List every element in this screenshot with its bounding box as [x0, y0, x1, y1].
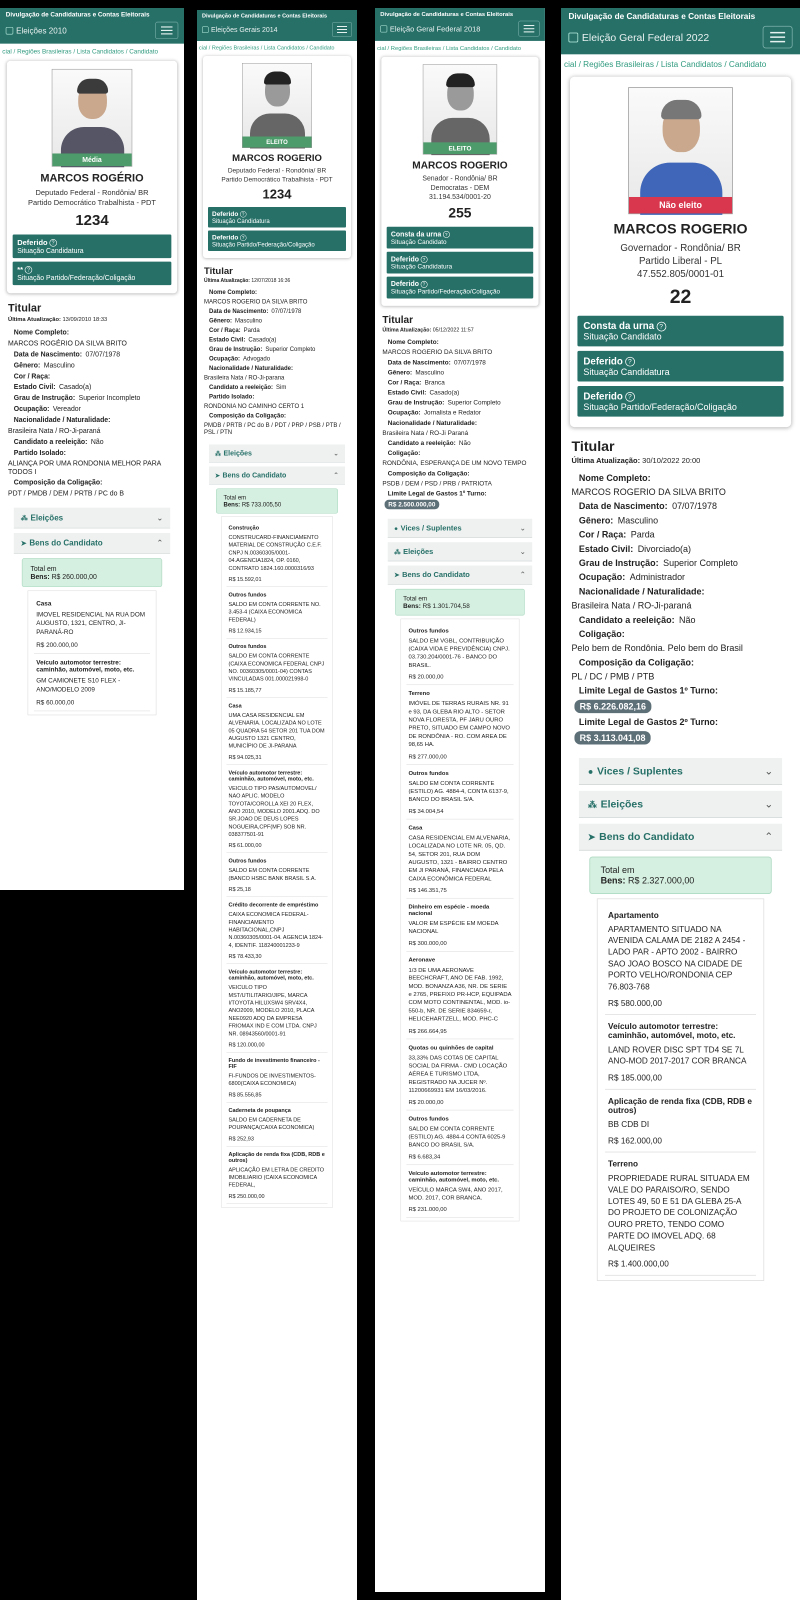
asset-description: BB CDB DI	[608, 1120, 650, 1130]
asset-value: R$ 266.664,95	[408, 1027, 447, 1035]
help-icon[interactable]: ?	[656, 321, 666, 331]
asset-value: R$ 94.025,31	[228, 754, 262, 761]
asset-item	[406, 1110, 513, 1165]
asset-item	[406, 952, 513, 1039]
result-ribbon: Não eleito	[629, 197, 732, 213]
help-icon[interactable]: ?	[241, 235, 245, 241]
bens-accordion[interactable]: ➤ Bens do Candidato ⌃	[14, 533, 170, 554]
candidate-photo	[52, 69, 133, 167]
candidate-card	[570, 77, 791, 427]
menu-button[interactable]	[155, 22, 178, 39]
status-box: Deferido ? Situação Partido/Federação/Coligação	[208, 231, 346, 252]
result-ribbon: ELEITO	[423, 142, 496, 154]
header	[375, 8, 545, 41]
titular-section: Titular Última Atualização: 13/09/2010 18:33 Nome Completo: MARCOS ROGÉRIO DA SILVA BRITO Data de Nascimento: 07/07/1978 Gênero: Masculino Cor / Raça: Estado Civil: Casado(a) Grau de Instrução: Superior Incompleto Ocupação: Vereador Nacionalidade / Naturalidade: Brasileira Nata / RO-Ji-paraná Candidato a reeleição: Não Partido Isolado: ALIANÇA POR UMA RONDONIA MELHOR PARA TODOS I Composição da Coligação: PDT / PMDB / DEM / PRTB / PC do B	[0, 299, 184, 503]
election-selector[interactable]: Eleições Gerais 2014	[202, 26, 278, 34]
sitemap-icon: ⁂	[215, 450, 221, 458]
asset-description: SALDO EM CONTA CORRENTE (BANCO HSBC BANK BRASIL S.A.	[228, 867, 317, 882]
vices-accordion[interactable]: ● Vices / Suplentes ⌄	[388, 519, 532, 538]
election-selector[interactable]: Eleição Geral Federal 2018	[380, 24, 480, 32]
asset-value: R$ 146.351,75	[408, 887, 447, 894]
asset-description: SALDO EM CONTA CORRENTE (CAIXA ECONOMICA FEDERAL CNPJ NO. 00360305/0001-04) CONTAS VINCULADAS 001.000021998-0	[228, 653, 325, 683]
asset-value: R$ 6.683,34	[408, 1153, 441, 1161]
chevron-down-icon: ⌄	[764, 764, 774, 777]
candidate-card	[381, 57, 538, 306]
asset-list	[28, 591, 157, 716]
status-box: Deferido ? Situação Candidatura	[13, 235, 172, 259]
asset-type: Apartamento	[608, 910, 659, 920]
asset-item	[227, 698, 328, 765]
asset-value: R$ 185.000,00	[608, 1073, 662, 1083]
sitemap-icon: ⁂	[20, 514, 28, 523]
send-icon: ➤	[20, 539, 27, 548]
status-box: Deferido ? Situação Candidatura	[387, 252, 534, 274]
bens-accordion[interactable]: ➤ Bens do Candidato ⌃	[388, 565, 532, 584]
asset-value: R$ 61.000,00	[228, 842, 262, 849]
asset-item	[227, 853, 328, 897]
send-icon: ➤	[587, 831, 596, 843]
asset-description: VEICULO TIPO PAS/AUTOMOVEL/ NAO APLIC. MODELO TOYOTA/COROLLA XEI 20 FLEX, ANO 2010, MODELO 2001.ADQ. DO SR.JOAO DE DEUS LOPES NOGUEIRA,CPF(MF) SOB NR. 038377501-91	[228, 785, 320, 838]
asset-type: Aplicação de renda fixa (CDB, RDB e outros)	[608, 1096, 752, 1115]
asset-item	[406, 819, 513, 898]
eleicoes-accordion[interactable]: ⁂ Eleições ⌄	[14, 508, 170, 529]
asset-description: CAIXA ECONOMICA FEDERAL-FINANCIAMENTO HABITACIONAL,CNPJ N.00360305/0001-04. AGENCIA 1824-4, IDENTIF. 118240001233-9	[228, 911, 323, 949]
asset-type: Terreno	[408, 690, 430, 697]
asset-item	[406, 685, 513, 764]
status-box: Deferido ? Situação Candidatura	[577, 351, 783, 382]
asset-description: SALDO EM CONTA CORRENTE (ESTILO) AG. 4884-4, CONTA 6137-9, BANCO DO BRASIL S/A.	[408, 779, 509, 803]
status-box: ** ? Situação Partido/Federação/Coligação	[13, 262, 172, 286]
candidate-card	[7, 61, 177, 293]
candidate-number: 1234	[262, 186, 292, 202]
candidate-party: Partido Democrático Trabalhista - PDT	[28, 198, 156, 207]
asset-value: R$ 20.000,00	[408, 1098, 444, 1106]
sitemap-icon: ⁂	[587, 798, 597, 810]
asset-type: Outros fundos	[228, 643, 267, 650]
bens-accordion[interactable]: ➤ Bens do Candidato ⌃	[209, 467, 345, 485]
asset-item	[406, 1039, 513, 1110]
asset-type: Caderneta de poupança	[228, 1107, 291, 1114]
eleicoes-accordion[interactable]: ⁂ Eleições ⌄	[209, 445, 345, 463]
asset-description: FI-FUNDOS DE INVESTIMENTOS-6800(CAIXA ECONOMICA)	[228, 1072, 316, 1087]
asset-value: R$ 15.185,77	[228, 687, 262, 694]
asset-description: UMA CASA RESIDENCIAL EM ALVENARIA. LOCALIZADA NO LOTE 05 QUADRA 54 SETOR 201 TUA DOM AUGUSTO 1321 CENTRO, MUNICÍPIO DE JI-PARANA	[228, 712, 325, 750]
candidate-number: 255	[448, 204, 472, 221]
candidate-office: Governador - Rondônia/ BR	[620, 241, 741, 254]
site-title: Divulgação de Candidaturas e Contas Eleitorais	[5, 11, 150, 19]
asset-description: VEÍCULO MARCA SW4, ANO 2017, MOD. 2017, COR BRANCA.	[408, 1186, 503, 1202]
asset-type: Aeronave	[408, 956, 436, 964]
asset-value: R$ 120.000,00	[228, 1041, 265, 1048]
breadcrumb: cial / Regiões Brasileiras / Lista Candidatos / Candidato	[377, 45, 521, 52]
asset-type: Casa	[228, 702, 242, 709]
panel-2010	[0, 8, 184, 890]
asset-type: Fundo de investimento financeiro - FIF	[228, 1057, 320, 1070]
asset-description: LAND ROVER DISC SPT TD4 SE 7L ANO-MOD 2017-2017 COR BRANCA	[608, 1045, 747, 1067]
panel-2022	[561, 8, 800, 1600]
help-icon[interactable]: ?	[421, 281, 428, 288]
candidate-party: Democratas - DEM	[430, 183, 490, 192]
chevron-down-icon: ⌄	[519, 523, 526, 532]
asset-type: Outros fundos	[408, 627, 449, 634]
asset-description: GM CAMIONETE S10 FLEX - ANO/MODELO 2009	[36, 677, 121, 694]
breadcrumb: cial / Regiões Brasileiras / Lista Candidatos / Candidato	[199, 45, 335, 51]
user-icon: ●	[394, 524, 398, 532]
asset-value: R$ 25,18	[228, 886, 251, 893]
asset-description: APLICAÇÃO EM LETRA DE CREDITO IMOBILIARIO (CAIXA ECONOMICA FEDERAL,	[228, 1166, 325, 1189]
asset-item	[227, 964, 328, 1052]
candidate-name: MARCOS ROGERIO	[412, 159, 508, 172]
user-icon: ●	[587, 765, 594, 777]
help-icon[interactable]: ?	[49, 239, 56, 246]
asset-list	[221, 517, 333, 1208]
help-icon[interactable]: ?	[241, 211, 245, 217]
asset-description: 33,33% DAS COTAS DE CAPITAL SOCIAL DA FIRMA - CMD LOCAÇÃO AÉREA E TURISMO LTDA, REGISTRADO NA JUCER Nº. 11200669931 EM 16/03/2016.	[408, 1054, 508, 1094]
help-icon[interactable]: ?	[25, 266, 32, 273]
candidate-photo	[423, 64, 497, 154]
asset-description: SALDO EM CONTA CORRENTE NO. 3.453-4 (CAIXA ECONOMICA FEDERAL)	[228, 601, 321, 623]
asset-description: IMOVEL RESIDENCIAL NA RUA DOM AUGUSTO, 1321, CENTRO, JI-PARANÁ-RO	[36, 611, 146, 636]
candidate-party: Partido Liberal - PL	[638, 254, 723, 267]
asset-item	[605, 903, 756, 1015]
asset-item	[227, 765, 328, 853]
site-title: Divulgação de Candidaturas e Contas Eleitorais	[568, 12, 756, 22]
asset-type: Dinheiro em espécie - moeda nacional	[408, 903, 490, 917]
chevron-up-icon: ⌃	[156, 538, 164, 548]
chevron-up-icon: ⌃	[519, 570, 526, 579]
asset-type: Outros fundos	[408, 769, 449, 777]
asset-list	[597, 898, 764, 1281]
site-title: Divulgação de Candidaturas e Contas Eleitorais	[380, 11, 514, 18]
asset-description: SALDO EM VGBL, CONTRIBUIÇÃO (CAIXA VIDA E PREVIDÊNCIA) CNPJ. 03.730.204/0001-76 - BANCO DO BRASIL.	[408, 637, 510, 669]
asset-value: R$ 277.000,00	[408, 753, 447, 760]
total-assets: Total em Bens: R$ 733.005,50	[216, 489, 338, 514]
site-title: Divulgação de Candidaturas e Contas Eleitorais	[202, 13, 328, 19]
vices-accordion[interactable]: ● Vices / Suplentes ⌄	[579, 758, 782, 785]
asset-value: R$ 200.000,00	[36, 641, 78, 649]
status-box: Deferido ? Situação Candidatura	[208, 207, 346, 228]
asset-description: APARTAMENTO SITUADO NA AVENIDA CALAMA DE 2182 A 2454 - LADO PAR - APTO 2002 - BAIRRO SAO JOAO BOSCO NA CIDADE DE PORTO VELHO/RONDONIA CEP 76.803-768	[608, 925, 746, 992]
asset-description: VALOR EM ESPÉCIE EM MOEDA NACIONAL	[408, 920, 499, 935]
header	[0, 8, 184, 44]
candidate-name: MARCOS ROGÉRIO	[40, 172, 144, 185]
candidate-office: Deputado Federal - Rondônia/ BR	[35, 187, 149, 197]
menu-button[interactable]	[332, 22, 352, 37]
asset-type: Quotas ou quinhões de capital	[408, 1044, 494, 1051]
asset-type: Veículo automotor terrestre: caminhão, automóvel, moto, etc.	[36, 659, 135, 674]
asset-description: IMÓVEL DE TERRAS RURAIS NR. 91 e 93, DA GLEBA RIO ALTO - SETOR NOVA FLORESTA, PF JARU OURO PRETO, SITUADO EM CAMPO NOVO DE RONDÔNIA - RO. COM AREA DE 98,65 HA.	[408, 700, 510, 748]
asset-item	[406, 899, 513, 952]
edit-icon	[202, 27, 209, 34]
total-assets: Total em Bens: R$ 260.000,00	[22, 558, 162, 587]
bens-accordion[interactable]: ➤ Bens do Candidato ⌃	[579, 823, 782, 850]
chevron-up-icon: ⌃	[764, 830, 774, 843]
asset-type: Veículo automotor terrestre: caminhão, automóvel, moto, etc.	[228, 769, 314, 782]
result-ribbon: ELEITO	[243, 137, 312, 148]
header	[197, 10, 357, 41]
eleicoes-accordion[interactable]: ⁂ Eleições ⌄	[579, 791, 782, 818]
asset-value: R$ 78.433,30	[228, 953, 262, 960]
asset-item	[605, 1015, 756, 1090]
asset-item	[34, 595, 150, 654]
asset-value: R$ 300.000,00	[408, 940, 447, 947]
asset-item	[227, 1052, 328, 1102]
asset-type: Veículo automotor terrestre: caminhão, automóvel, moto, etc.	[228, 969, 314, 982]
asset-value: R$ 60.000,00	[36, 699, 75, 707]
asset-item	[406, 622, 513, 685]
asset-type: Casa	[36, 600, 52, 608]
asset-value: R$ 20.000,00	[408, 673, 444, 681]
party-cnpj: 31.194.534/0001-20	[429, 192, 491, 201]
asset-type: Aplicação de renda fixa (CDB, RDB e outros)	[228, 1151, 325, 1164]
help-icon[interactable]: ?	[625, 392, 635, 402]
asset-list	[400, 618, 519, 1221]
help-icon[interactable]: ?	[443, 231, 450, 238]
party-cnpj: 47.552.805/0001-01	[637, 268, 724, 280]
asset-item	[605, 1153, 756, 1276]
status-box: Deferido ? Situação Partido/Federação/Coligação	[577, 386, 783, 417]
asset-description: SALDO EM CONTA CORRENTE (ESTILO) AG. 4884-4 CONTA 6025-9 BANCO DO BRASIL S/A.	[408, 1125, 506, 1149]
sitemap-icon: ⁂	[394, 547, 401, 556]
candidate-photo	[242, 63, 312, 148]
asset-item	[227, 587, 328, 639]
panel-2014	[197, 10, 357, 1600]
candidate-party: Partido Democrático Trabalhista - PDT	[221, 175, 333, 183]
titular-section: Titular Última Atualização: 05/12/2022 11:57 Nome Completo: MARCOS ROGERIO DA SILVA BRITO Data de Nascimento: 07/07/1978 Gênero: Masculino Cor / Raça: Branca Estado Civil: Casado(a) Grau de Instrução: Superior Completo Ocupação: Jornalista e Redator Nacionalidade / Naturalidade: Brasileira Nata / RO-Ji Paraná Candidato a reeleição: Não Coligação: RONDÔNIA, ESPERANÇA DE UM NOVO TEMPO Composição da Coligação: PSDB / DEM / PSD / PRB / PATRIOTA Limite Legal de Gastos 1º Turno: R$ 2.500.000,00	[382, 314, 527, 509]
chevron-down-icon: ⌄	[333, 449, 339, 458]
asset-item	[227, 520, 328, 587]
spending-limit-badge: R$ 2.500.000,00	[385, 500, 440, 510]
asset-value: R$ 162.000,00	[608, 1136, 662, 1146]
asset-item	[227, 1102, 328, 1146]
full-name: MARCOS ROGÉRIO DA SILVA BRITO	[8, 339, 127, 348]
asset-value: R$ 15.592,01	[228, 576, 262, 583]
menu-button[interactable]	[518, 21, 539, 37]
spending-limit-badge: R$ 3.113.041,08	[574, 731, 650, 744]
titular-section: Titular Última Atualização: 30/10/2022 20:00 Nome Completo: MARCOS ROGERIO DA SILVA BRITO Data de Nascimento: 07/07/1978 Gênero: Masculino Cor / Raça: Parda Estado Civil: Divorciado(a) Grau de Instrução: Superior Completo Ocupação: Administrador Nacionalidade / Naturalidade: Brasileira Nata / RO-Ji-paraná Candidato a reeleição: Não Coligação: Pelo bem de Rondônia. Pelo bem do Brasil Composição da Coligação: PL / DC / PMB / PTB Limite Legal de Gastos 1º Turno: R$ 6.226.082,16 Limite Legal de Gastos 2º Turno: R$ 3.113.041,08	[571, 438, 743, 743]
send-icon: ➤	[394, 571, 400, 579]
asset-value: R$ 250.000,00	[228, 1193, 265, 1200]
section-title: Titular	[8, 302, 42, 315]
candidate-office: Deputado Federal - Rondônia/ BR	[227, 166, 327, 174]
asset-value: R$ 85.556,85	[228, 1091, 262, 1098]
candidate-number: 22	[669, 284, 692, 308]
eleicoes-accordion[interactable]: ⁂ Eleições ⌄	[388, 542, 532, 561]
send-icon: ➤	[215, 472, 221, 480]
asset-item	[406, 1165, 513, 1218]
total-assets: Total em Bens: R$ 1.301.704,58	[395, 589, 525, 616]
breadcrumb: cial / Regiões Brasileiras / Lista Candidatos / Candidato	[563, 60, 767, 70]
asset-value: R$ 252,93	[228, 1135, 254, 1142]
header	[561, 8, 800, 54]
asset-value: R$ 231.000,00	[408, 1206, 447, 1214]
asset-type: Terreno	[608, 1159, 639, 1169]
breadcrumb: cial / Regiões Brasileiras / Lista Candidatos / Candidato	[2, 48, 159, 56]
status-box: Deferido ? Situação Partido/Federação/Coligação	[387, 276, 534, 298]
asset-description: SALDO EM CADERNETA DE POUPANÇA(CAIXA ECONOMICA)	[228, 1116, 315, 1131]
help-icon[interactable]: ?	[421, 256, 428, 263]
asset-type: Veículo automotor terrestre: caminhão, automóvel, moto, etc.	[408, 1170, 500, 1183]
asset-type: Outros fundos	[228, 592, 267, 599]
asset-value: R$ 34.004,54	[408, 808, 444, 815]
menu-button[interactable]	[763, 26, 793, 48]
edit-icon	[568, 33, 578, 43]
edit-icon	[6, 27, 13, 34]
panel-2018	[375, 8, 545, 1592]
total-assets: Total em Bens: R$ 2.327.000,00	[589, 856, 771, 893]
asset-item	[227, 1146, 328, 1204]
candidate-card	[203, 56, 351, 258]
candidate-photo	[628, 87, 733, 214]
edit-icon	[380, 26, 387, 33]
chevron-down-icon: ⌄	[764, 797, 774, 810]
help-icon[interactable]: ?	[625, 357, 635, 367]
asset-description: VEICULO TIPO MST/UTILITARIO/JIPE, MARCA I/TOYOTA HILUXSW4 SRV4X4, ANO2009, MODELO 2010, PLACA NEE0920 ADQ DA EMPRESA FRIOMAX IND E COM LTDA. CNPJ NR. 08943560/0001-91	[228, 984, 317, 1037]
chevron-down-icon: ⌄	[156, 512, 164, 523]
asset-type: Casa	[408, 824, 423, 831]
chevron-up-icon: ⌃	[333, 471, 339, 480]
asset-type: Crédito decorrente de empréstimo	[228, 902, 319, 909]
asset-value: R$ 12.934,15	[228, 628, 262, 635]
last-updated: 13/09/2010 18:33	[62, 316, 108, 323]
chevron-down-icon: ⌄	[519, 546, 526, 556]
asset-description: CONSTRUCARD-FINANCIAMENTO MATERIAL DE CONSTRUÇÃO C.E.F. CNPJ N.00360305/0001-04.AGENCIA1824, OP. 0160, CONTRATO 1824.160.0000316/93	[228, 534, 322, 572]
asset-description: PROPRIEDADE RURAL SITUADA EM VALE DO PARAISO/RO, SENDO LOTES 49, 50 E 51 DA GLEBA 25-A DO PROJETO DE COLONIZAÇÃO OURO PRETO, TENDO COMO PARTE DO IMOVEL ADQ. 68 ALQUEIRES	[608, 1174, 750, 1253]
asset-description: CASA RESIDENCIAL EM ALVENARIA, LOCALIZADA NO LOTE NR. 05, QD. 54, SETOR 201, RUA DOM AUGUSTO, 1321 - BAIRRO CENTRO EM JI PARANÁ, FINANCIADA PELA CAIXA ECONÔMICA FEDERAL	[408, 834, 511, 882]
asset-type: Outros fundos	[408, 1115, 449, 1122]
asset-description: 1/3 DE UMA AERONAVE BEECHCRAFT, ANO DE FAB. 1992, MOD. BONANZA A36, NR. DE SERIE e 2765, PREFIXO PR-HCP, EQUIPADA COM MOTO CONTINENTAL, MOD. io-550-b, NR. DE SERIE 834659-r, HELICEHARTZELL, MOD. PHC-C	[408, 966, 512, 1023]
asset-type: Veículo automotor terrestre: caminhão, automóvel, moto, etc.	[608, 1022, 736, 1041]
asset-value: R$ 1.400.000,00	[608, 1259, 669, 1269]
asset-item	[406, 764, 513, 819]
candidate-number: 1234	[75, 211, 109, 229]
status-box: Consta da urna ? Situação Candidato	[387, 227, 534, 249]
candidate-name: MARCOS ROGERIO	[613, 221, 748, 238]
result-ribbon: Média	[52, 153, 131, 166]
asset-item	[605, 1089, 756, 1152]
candidate-office: Senador - Rondônia/ BR	[422, 174, 498, 183]
asset-value: R$ 580.000,00	[608, 999, 662, 1009]
titular-section: Titular Última Atualização: 12/07/2018 16:36 Nome Completo: MARCOS ROGERIO DA SILVA BRITO Data de Nascimento: 07/07/1978 Gênero: Masculino Cor / Raça: Parda Estado Civil: Casado(a) Grau de Instrução: Superior Completo Ocupação: Advogado Nacionalidade / Naturalidade: Brasileira Nata / RO-Ji-parana Candidato a reeleição: Sim Partido Isolado: RONDONIA NO CAMINHO CERTO 1 Composição da Coligação: PMDB / PRTB / PC do B / PDT / PRP / PSB / PTB / PSL / PTN	[204, 266, 341, 436]
asset-type: Construção	[228, 525, 260, 532]
election-selector[interactable]: Eleições 2010	[6, 26, 67, 35]
asset-item	[227, 639, 328, 698]
candidate-name: MARCOS ROGERIO	[232, 153, 322, 164]
asset-item	[34, 654, 150, 711]
asset-type: Outros fundos	[228, 858, 267, 865]
spending-limit-badge: R$ 6.226.082,16	[574, 699, 651, 712]
status-box: Consta da urna ? Situação Candidato	[577, 315, 783, 346]
election-selector[interactable]: Eleição Geral Federal 2022	[568, 31, 709, 43]
asset-item	[227, 897, 328, 964]
